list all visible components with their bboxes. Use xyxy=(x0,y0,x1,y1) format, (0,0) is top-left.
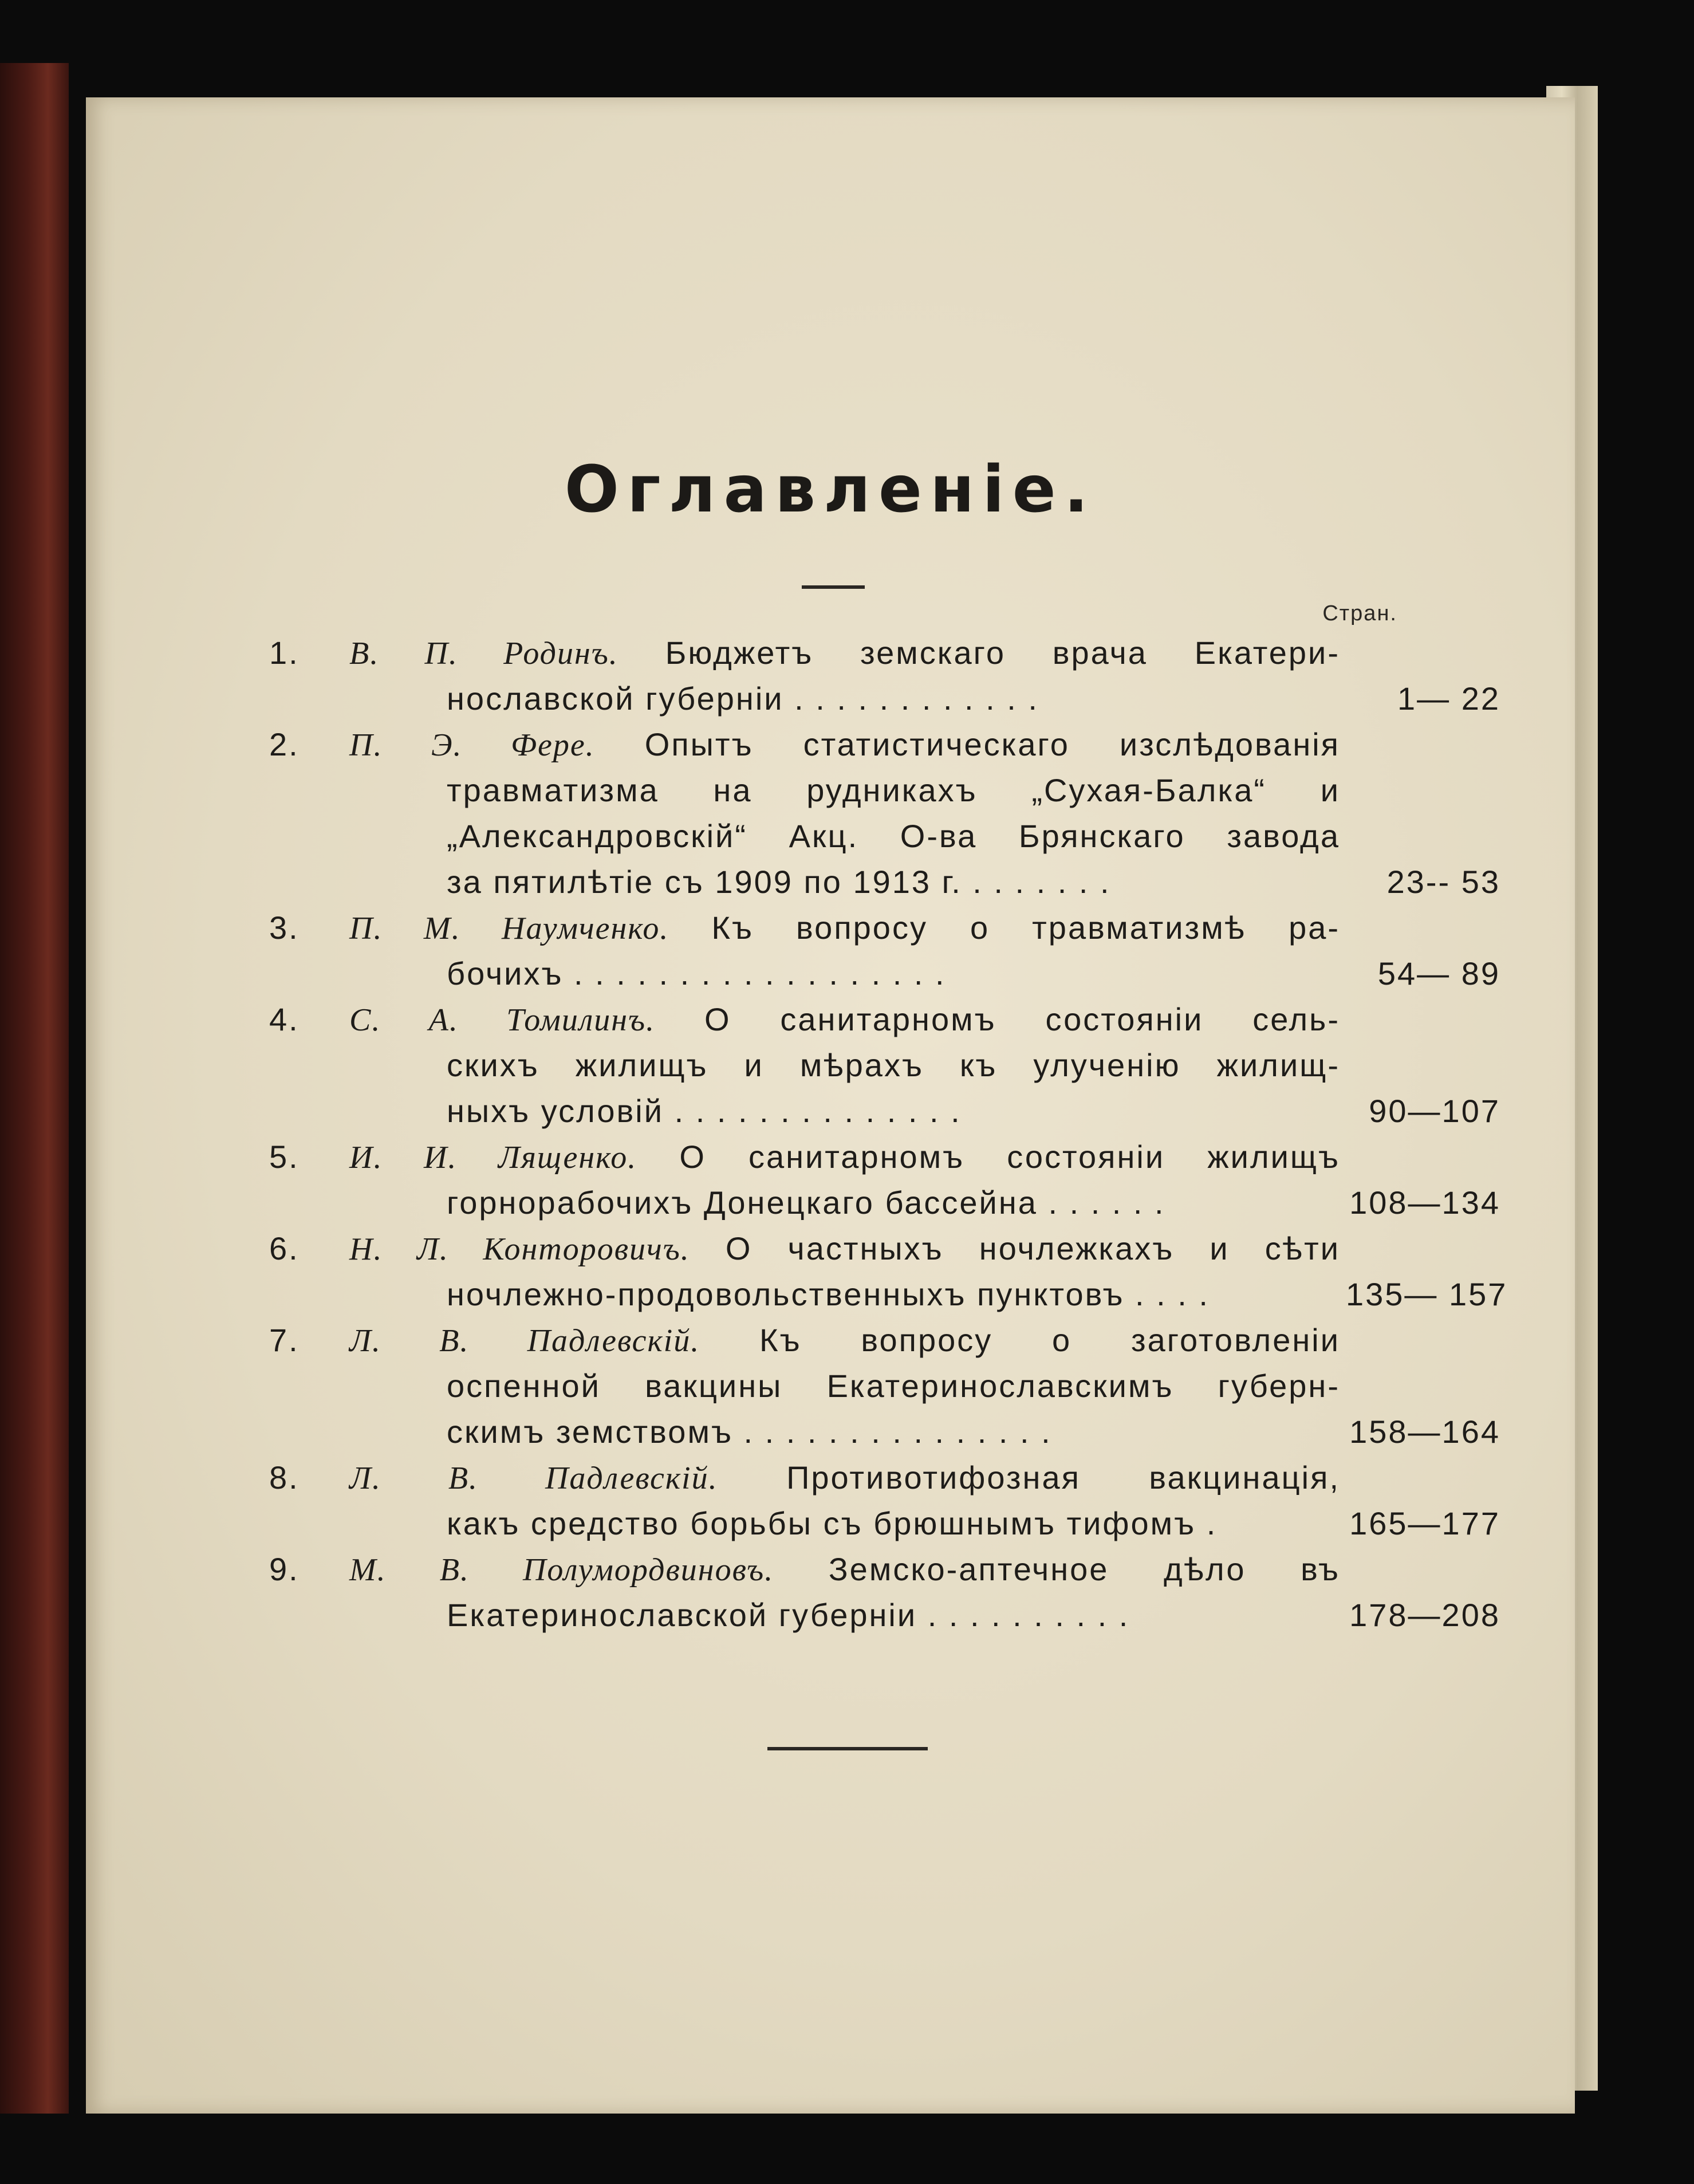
entry-pages: 90—107 xyxy=(1369,1093,1500,1129)
entry-pages: 165—177 xyxy=(1349,1505,1500,1541)
entry-title-line: нославской губерніи . . . . . . . . . . . . xyxy=(447,680,1039,717)
entry-title-line: Противотифозная вакцинація, xyxy=(786,1459,1341,1496)
entry-title-line: скимъ земствомъ . . . . . . . . . . . . . . . xyxy=(447,1414,1052,1450)
pages-column-header: Стран. xyxy=(1322,601,1397,625)
entry-title-line: оспенной вакцины Екатеринославскимъ губерн- xyxy=(447,1368,1340,1404)
entry-title-line: Къ вопросу о заготовленіи xyxy=(759,1322,1340,1358)
closing-divider xyxy=(767,1747,928,1750)
entry-number: 8. xyxy=(269,1459,300,1496)
entry-number: 1. xyxy=(269,635,300,671)
entry-title-line: травматизма на рудникахъ „Сухая-Балка“ и xyxy=(447,772,1340,808)
entry-pages: 108—134 xyxy=(1349,1185,1500,1221)
toc-entry xyxy=(269,1546,1500,1638)
book-spine xyxy=(0,63,69,2114)
entry-title-line: ныхъ условій . . . . . . . . . . . . . . xyxy=(447,1093,962,1129)
toc-entry xyxy=(269,630,1500,722)
entry-pages: 178—208 xyxy=(1349,1597,1500,1633)
entry-number: 3. xyxy=(269,910,300,946)
toc-entry xyxy=(269,997,1500,1134)
entry-author: С. А. Томилинъ. xyxy=(349,1002,656,1038)
entry-number: 7. xyxy=(269,1322,300,1358)
table-of-contents xyxy=(269,630,1508,1638)
entry-pages: 158—164 xyxy=(1349,1414,1500,1450)
entry-title-line: скихъ жилищъ и мѣрахъ къ улученію жилищ- xyxy=(447,1047,1340,1083)
entry-number: 9. xyxy=(269,1551,300,1587)
entry-number: 6. xyxy=(269,1230,300,1266)
entry-number: 5. xyxy=(269,1139,300,1175)
entry-author: Н. Л. Конторовичъ. xyxy=(349,1231,690,1267)
book-page xyxy=(86,97,1575,2114)
entry-number: 4. xyxy=(269,1001,300,1037)
page-title: Оглавленіе. xyxy=(564,452,1097,527)
title-divider xyxy=(802,585,865,589)
entry-author: В. П. Родинъ. xyxy=(349,636,618,671)
toc-entry xyxy=(269,1134,1500,1226)
entry-author: Л. В. Падлевскій. xyxy=(349,1461,718,1496)
entry-title-line: ночлежно-продовольственныхъ пунктовъ . . . . xyxy=(447,1276,1210,1312)
entry-title-line: бочихъ . . . . . . . . . . . . . . . . . . xyxy=(447,955,946,991)
entry-title-line: О санитарномъ состояніи жилищъ xyxy=(679,1139,1340,1175)
entry-author: Л. В. Падлевскій. xyxy=(349,1323,700,1359)
entry-title-line: Опытъ статистическаго изслѣдованія xyxy=(644,726,1341,762)
toc-entry xyxy=(269,1317,1500,1455)
entry-title-line: Къ вопросу о травматизмѣ ра- xyxy=(711,910,1341,946)
toc-entry xyxy=(269,905,1500,997)
entry-pages: 54— 89 xyxy=(1377,955,1500,991)
entry-title-line: О частныхъ ночлежкахъ и сѣти xyxy=(725,1230,1341,1266)
entry-title-line: Земско-аптечное дѣло въ xyxy=(828,1551,1340,1587)
toc-entry xyxy=(269,722,1500,905)
entry-pages: 135— 157 xyxy=(1346,1276,1508,1312)
entry-author: П. М. Наумченко. xyxy=(349,911,669,946)
entry-title-line: какъ средство борьбы съ брюшнымъ тифомъ . xyxy=(447,1505,1218,1541)
entry-title-line: „Александровскій“ Акц. О-ва Брянскаго завода xyxy=(447,818,1340,854)
entry-title-line: горнорабочихъ Донецкаго бассейна . . . . . . xyxy=(447,1185,1165,1221)
entry-author: М. В. Полумордвиновъ. xyxy=(349,1552,774,1588)
entry-title-line: О санитарномъ состояніи сель- xyxy=(704,1001,1340,1037)
entry-author: И. И. Лященко. xyxy=(349,1140,637,1175)
entry-pages: 1— 22 xyxy=(1397,680,1500,717)
entry-title-line: Екатеринославской губерніи . . . . . . . . . . xyxy=(447,1597,1130,1633)
toc-entry xyxy=(269,1455,1500,1546)
entry-number: 2. xyxy=(269,726,300,762)
entry-title-line: Бюджетъ земскаго врача Екатери- xyxy=(665,635,1340,671)
entry-title-line: за пятилѣтіе съ 1909 по 1913 г. . . . . . . . xyxy=(447,864,1111,900)
entry-pages: 23-- 53 xyxy=(1386,864,1500,900)
toc-entry xyxy=(269,1226,1508,1317)
entry-author: П. Э. Фере. xyxy=(349,727,595,763)
